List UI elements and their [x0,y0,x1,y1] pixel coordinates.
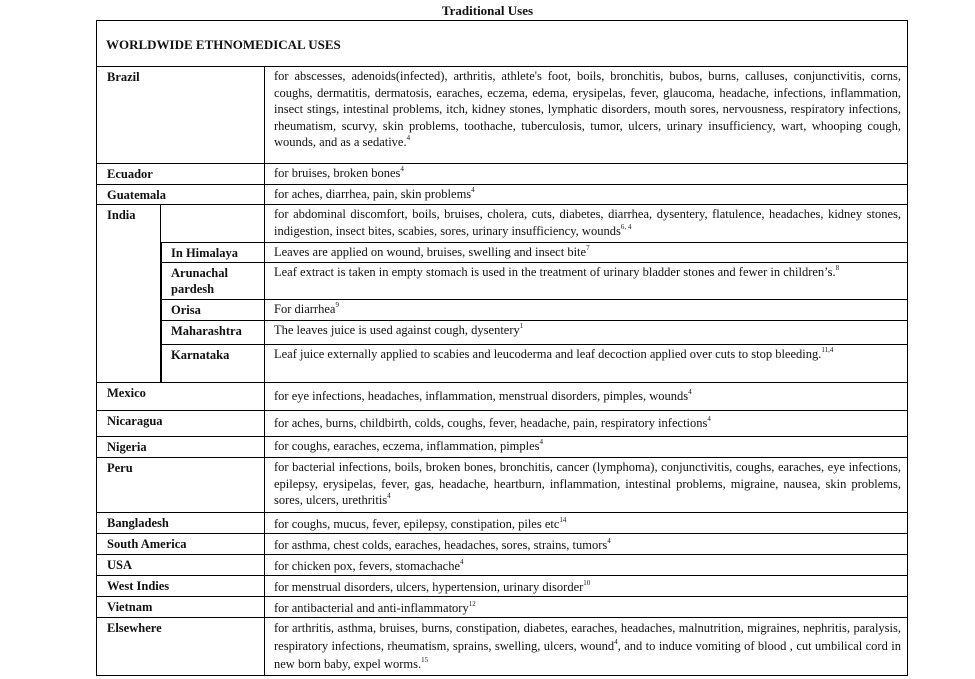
country-cell: Bangladesh [97,513,265,533]
table-row [161,321,907,345]
country-cell: Vietnam [97,597,265,617]
region-cell: Maharashtra [161,321,265,344]
uses-cell: for coughs, earaches, eczema, inflammation, pimples$^4$ [274,438,544,453]
table-row [97,576,907,597]
uses-cell: for eye infections, headaches, inflammation, menstrual disorders, pimples, wounds$^4$ [274,388,692,403]
country-cell: USA [97,555,265,575]
uses-cell: for menstrual disorders, ulcers, hypertension, urinary disorder$^{10}$ [274,579,591,594]
country-cell: Elsewhere [97,618,265,675]
uses-cell: for aches, burns, childbirth, colds, coughs, fever, headache, pain, respiratory infections$^4$ [274,415,711,430]
table-row [161,243,907,263]
region-cell: Arunachal pardesh [161,263,265,300]
country-cell: India [97,205,161,382]
table-row [97,67,907,164]
table-row [97,411,907,437]
uses-cell: The leaves juice is used against cough, dysentery$^1$ [274,322,524,338]
region-cell [161,205,265,242]
table-row [97,458,907,513]
country-cell: Peru [97,458,265,512]
table-row [97,437,907,458]
uses-cell: for bruises, broken bones$^4$ [274,165,404,180]
uses-cell: for arthritis, asthma, bruises, burns, constipation, diabetes, earaches, headaches, malnutrition, migraines, nephritis, paralysis, respiratory infections, rheumatism, sprains, swelling, ulcers, wound$^4$, and to induce vomiting of blood , cut umbilical cord in new born baby, expel worms.$^{15}$ [274,621,901,671]
table-row [97,555,907,576]
uses-cell: for antibacterial and anti-inflammatory$^{12}$ [274,600,476,615]
table-row [97,618,907,675]
uses-cell: Leaf juice externally applied to scabies and leucoderma and leaf decoction applied over cuts to stop bleeding.$^{11,4}$ [274,346,834,362]
table-row [161,263,907,301]
region-cell: Karnataka [161,345,265,382]
table-heading: WORLDWIDE ETHNOMEDICAL USES [97,21,907,67]
table-row [161,205,907,243]
uses-cell: for bacterial infections, boils, broken bones, bronchitis, cancer (lymphoma), conjunctivitis, coughs, earaches, eye infections, epilepsy, erysipelas, fever, gas, headache, heartburn, inflammation, intestinal problems, migraine, nausea, skin problems, sores, ulcers, urethritis$^4$ [274,460,901,507]
india-subrows [161,205,907,382]
country-cell: West Indies [97,576,265,596]
page-title: Traditional Uses [441,3,534,18]
table-row [97,597,907,618]
country-cell: Ecuador [97,164,265,184]
table-row [97,164,907,185]
country-cell: South America [97,534,265,554]
table-row [161,300,907,321]
ethnomedical-table [96,20,908,676]
country-cell: Mexico [97,383,265,410]
country-cell: Nigeria [97,437,265,457]
india-group [97,205,907,383]
uses-cell: for aches, diarrhea, pain, skin problems$^4$ [274,186,475,201]
uses-cell: Leaf extract is taken in empty stomach is used in the treatment of urinary bladder stones and fewer in children’s.$^8$ [274,263,840,279]
table-row [97,534,907,555]
region-cell: Orisa [161,300,265,320]
uses-cell: for asthma, chest colds, earaches, headaches, sores, strains, tumors$^4$ [274,537,611,552]
uses-cell: for coughs, mucus, fever, epilepsy, constipation, piles etc$^{14}$ [274,516,567,531]
country-cell: Brazil [97,67,265,163]
region-cell: In Himalaya [161,243,265,262]
uses-cell: for chicken pox, fevers, stomachache$^4$ [274,558,464,573]
table-row [97,513,907,534]
uses-cell: for abdominal discomfort, boils, bruises, cholera, cuts, diabetes, diarrhea, dysentery, flatulence, headaches, kidney stones, indigestion, insect bites, scabies, sores, urinary insufficiency, wounds$^{6, 4}$ [274,207,901,238]
uses-cell: for abscesses, adenoids(infected), arthritis, athlete's foot, boils, bronchitis, bubos, burns, calluses, conjunctivitis, corns, coughs, dermatitis, dermatosis, earaches, eczema, edema, erysipelas, fever, glaucoma, headache, infections, inflammation, insect stings, intestinal problems, itch, kidney stones, lymphatic disorders, mouth sores, nervousness, respiratory infections, rheumatism, scurvy, skin problems, toothache, tuberculosis, tumor, ulcers, urinary insufficiency, wart, whooping cough, wounds, and as a sedative.$^4$ [274,69,901,149]
table-row [97,383,907,411]
uses-cell: For diarrhea$^9$ [274,301,339,317]
table-row [161,345,907,382]
uses-cell: Leaves are applied on wound, bruises, swelling and insect bite$^7$ [274,243,590,259]
table-row [97,185,907,205]
country-cell: Nicaragua [97,411,265,436]
country-cell: Guatemala [97,185,265,204]
